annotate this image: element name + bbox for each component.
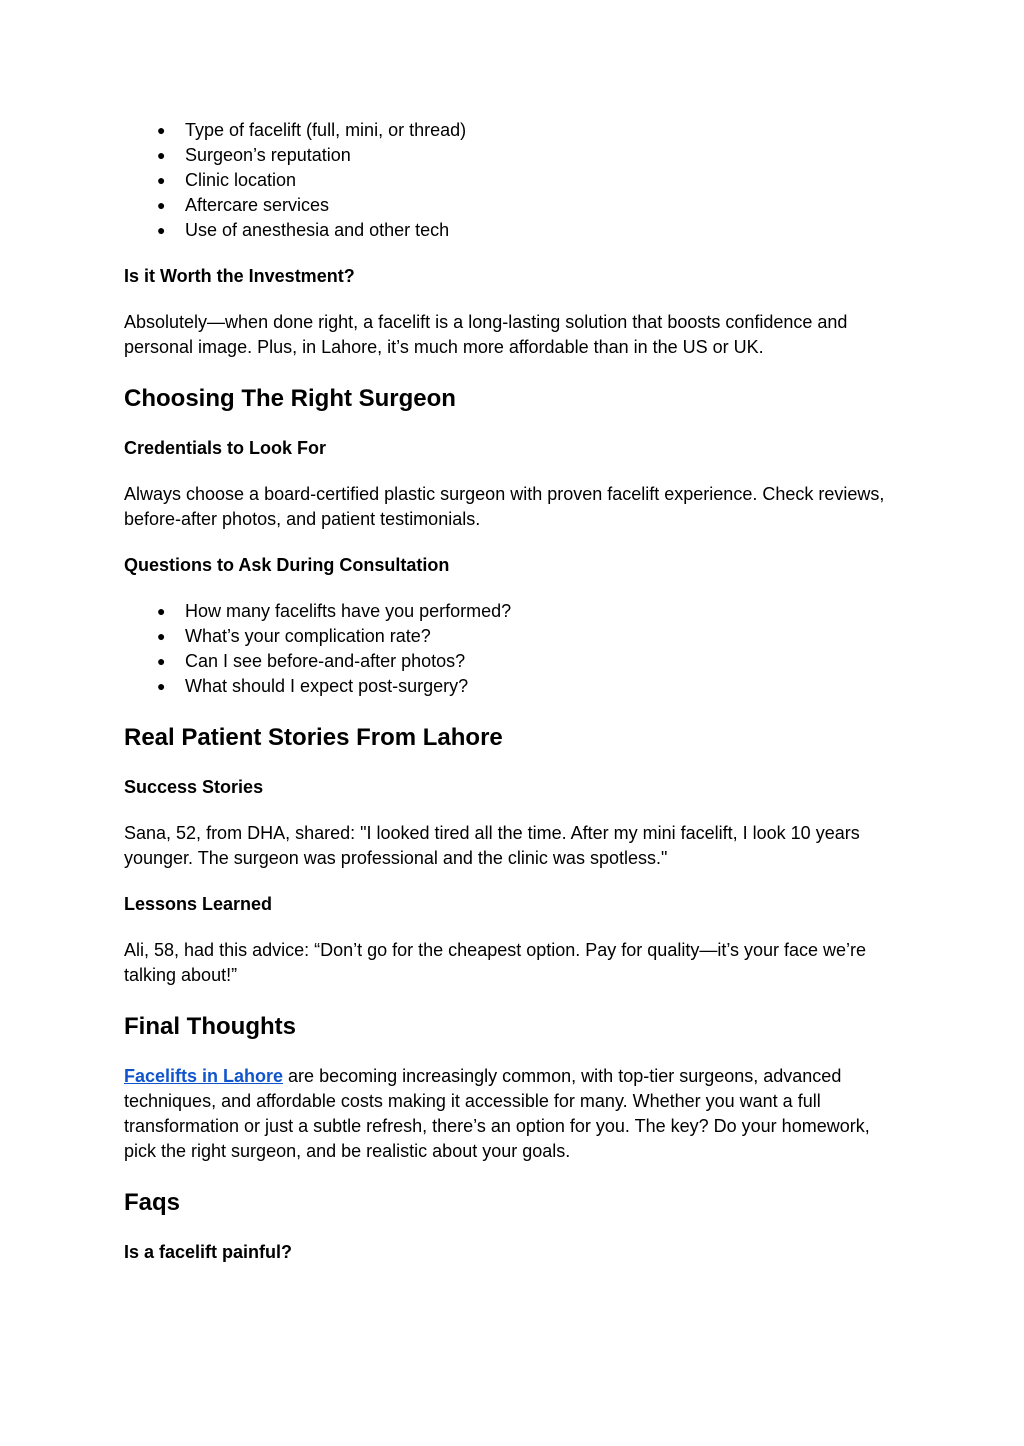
list-item: ● Type of facelift (full, mini, or thread) [124, 118, 904, 143]
bullet-icon: ● [157, 197, 166, 213]
faq-question: Is a facelift painful? [124, 1242, 293, 1262]
success-text: Sana, 52, from DHA, shared: "I looked tired all the time. After my mini facelift, I look 10 years younger. The surgeon was professional and the clinic was spotless." [124, 823, 860, 868]
bullet-icon: ● [157, 678, 166, 694]
list-item: ● Surgeon’s reputation [124, 143, 904, 168]
document-page [124, 118, 904, 1265]
bullet-icon: ● [157, 122, 166, 138]
list-item: ● Aftercare services [124, 193, 904, 218]
faqs-heading: Faqs [124, 1189, 181, 1216]
final-text [124, 1064, 904, 1164]
list-item: ● How many facelifts have you performed? [124, 599, 904, 624]
questions-list [124, 599, 904, 699]
success-heading: Success Stories [124, 777, 264, 797]
list-item: ● Can I see before-and-after photos? [124, 649, 904, 674]
final-text-body: are becoming increasingly common, with top-tier surgeons, advanced techniques, and affordable costs making it accessible for many. Whether you want a full transformation or just a subtle refresh, there’s an option for you. The key? Do your homework, pick the right surgeon, and be realistic about your goals. [124, 1066, 870, 1161]
investment-text: Absolutely—when done right, a facelift is a long-lasting solution that boosts confidence and personal image. Plus, in Lahore, it’s much more affordable than in the US or UK. [124, 312, 848, 357]
list-item: ● What should I expect post-surgery? [124, 674, 904, 699]
cost-factors-list [124, 118, 904, 243]
list-item: ● Use of anesthesia and other tech [124, 218, 904, 243]
bullet-icon: ● [157, 628, 166, 644]
bullet-icon: ● [157, 603, 166, 619]
facelifts-lahore-link[interactable]: Facelifts in Lahore [124, 1066, 284, 1086]
list-item: ● What’s your complication rate? [124, 624, 904, 649]
credentials-heading: Credentials to Look For [124, 438, 327, 458]
surgeon-heading: Choosing The Right Surgeon [124, 385, 456, 412]
final-heading: Final Thoughts [124, 1013, 296, 1040]
investment-heading: Is it Worth the Investment? [124, 266, 355, 286]
bullet-icon: ● [157, 653, 166, 669]
questions-heading: Questions to Ask During Consultation [124, 555, 450, 575]
credentials-text: Always choose a board-certified plastic surgeon with proven facelift experience. Check reviews, before-after photos, and patient testimonials. [124, 484, 885, 529]
list-item: ● Clinic location [124, 168, 904, 193]
stories-heading: Real Patient Stories From Lahore [124, 724, 503, 751]
bullet-icon: ● [157, 147, 166, 163]
lessons-heading: Lessons Learned [124, 894, 273, 914]
bullet-icon: ● [157, 222, 166, 238]
bullet-icon: ● [157, 172, 166, 188]
lessons-text: Ali, 58, had this advice: “Don’t go for the cheapest option. Pay for quality—it’s your face we’re talking about!” [124, 940, 867, 985]
